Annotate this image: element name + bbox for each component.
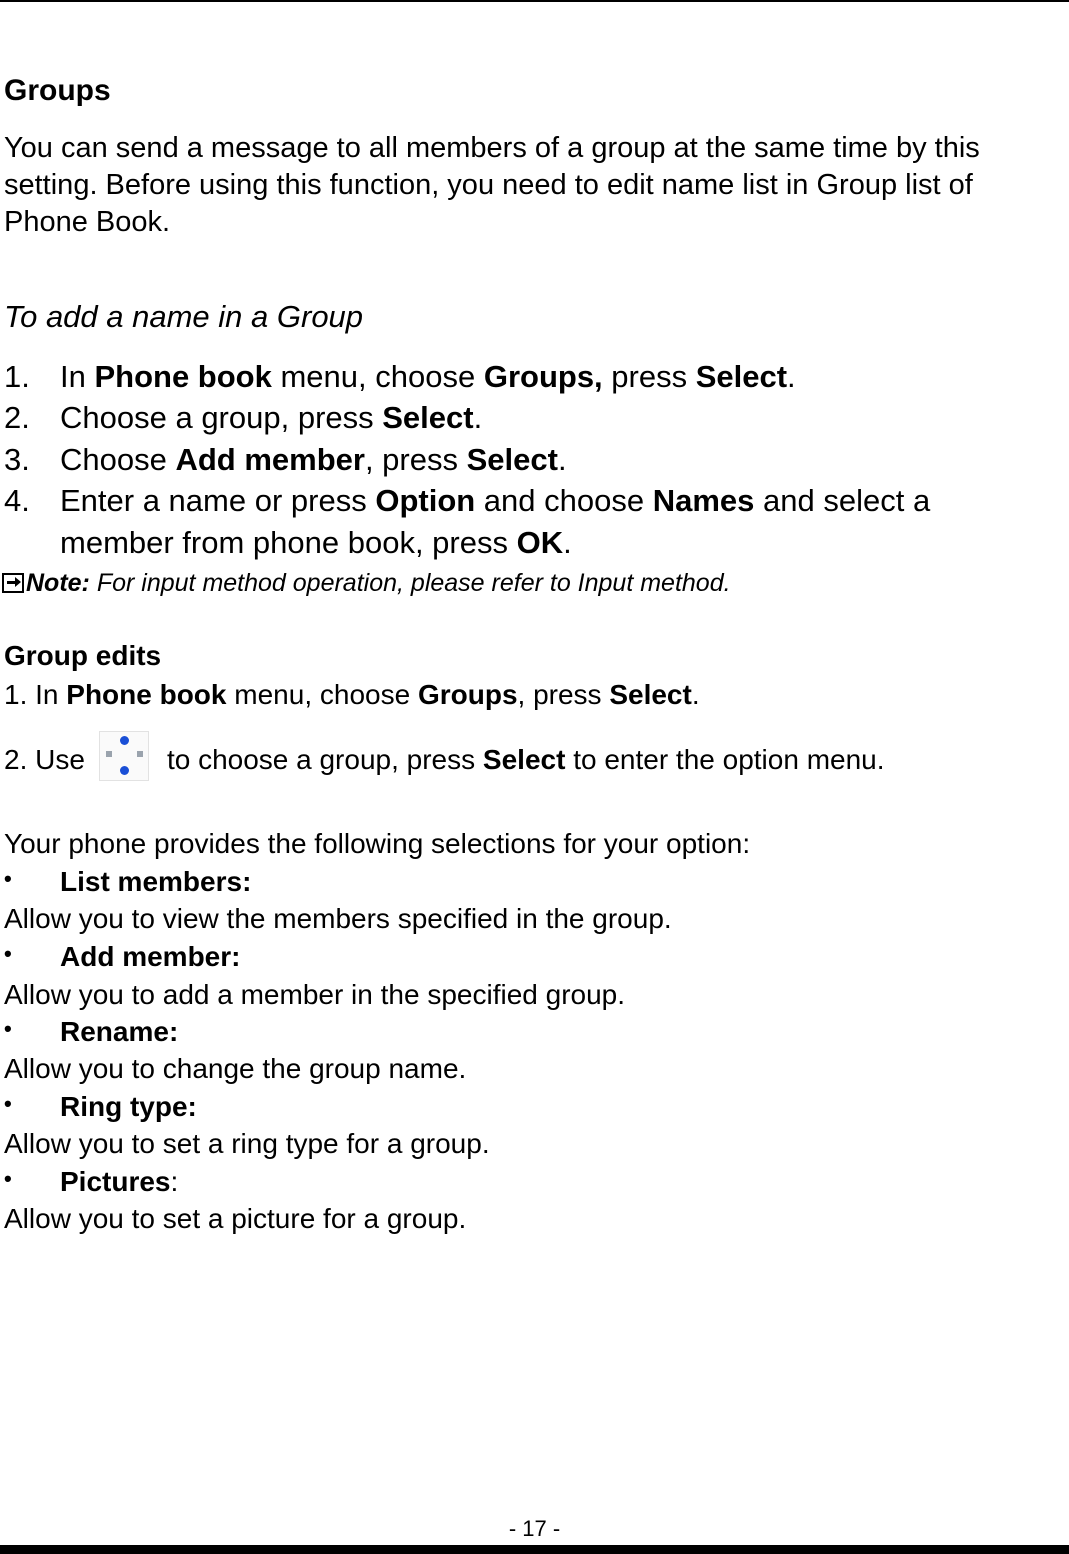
option-ring-type: • Ring type: [4, 1091, 197, 1122]
top-rule [0, 0, 1069, 2]
option-rename: • Rename: [4, 1016, 179, 1047]
page-number: - 17 - [508, 1516, 561, 1541]
step-number: 3. [4, 442, 30, 477]
step-text-continued: member from phone book, press OK. [60, 525, 572, 560]
step-number: 4. [4, 483, 30, 518]
option-add-member: • Add member: [4, 941, 241, 972]
bottom-rule [0, 1545, 1069, 1554]
bullet-icon: • [4, 941, 12, 966]
step-3 [4, 442, 1064, 482]
bullet-icon: • [4, 1091, 12, 1116]
group-edits-heading: Group edits [4, 640, 162, 671]
option-list-members: • List members: [4, 866, 252, 897]
step-number: 2. [4, 400, 30, 435]
note-arrow-icon [2, 573, 24, 593]
step-1 [4, 359, 1064, 399]
step-2 [4, 400, 1064, 440]
option-desc: Allow you to set a picture for a group. [4, 1203, 467, 1234]
step-text: Enter a name or press Option and choose Names and select a [60, 483, 931, 518]
step-4 [4, 483, 1064, 565]
note-text: For input method operation, please refer to Input method. [89, 569, 731, 597]
groups-heading: Groups [4, 74, 111, 107]
note [2, 569, 731, 598]
options-intro: Your phone provides the following selections for your option: [4, 828, 751, 859]
step-text: Choose a group, press Select. [60, 400, 483, 435]
group-edits-step-1: 1. In Phone book menu, choose Groups, press Select. [4, 679, 700, 710]
note-label: Note: [26, 569, 90, 597]
bullet-icon: • [4, 866, 12, 891]
option-pictures: • Pictures: [4, 1166, 179, 1197]
navigation-key-icon [99, 731, 149, 781]
option-desc: Allow you to change the group name. [4, 1053, 467, 1084]
groups-intro: You can send a message to all members of a group at the same time by this setting. Before using this function, you need to edit name list in Group list of Phone Book. [4, 132, 980, 238]
step-text: Choose Add member, press Select. [60, 442, 567, 477]
option-desc: Allow you to set a ring type for a group. [4, 1128, 490, 1159]
step-text: In Phone book menu, choose Groups, press Select. [60, 359, 796, 394]
step-number: 1. [4, 359, 30, 394]
bullet-icon: • [4, 1016, 12, 1041]
option-desc: Allow you to add a member in the specified group. [4, 979, 626, 1010]
bullet-icon: • [4, 1166, 12, 1191]
option-desc: Allow you to view the members specified in the group. [4, 903, 672, 934]
add-name-heading: To add a name in a Group [4, 299, 364, 334]
group-edits-step-2: 2. Use to choose a group, press Select to enter the option menu. [4, 731, 885, 787]
